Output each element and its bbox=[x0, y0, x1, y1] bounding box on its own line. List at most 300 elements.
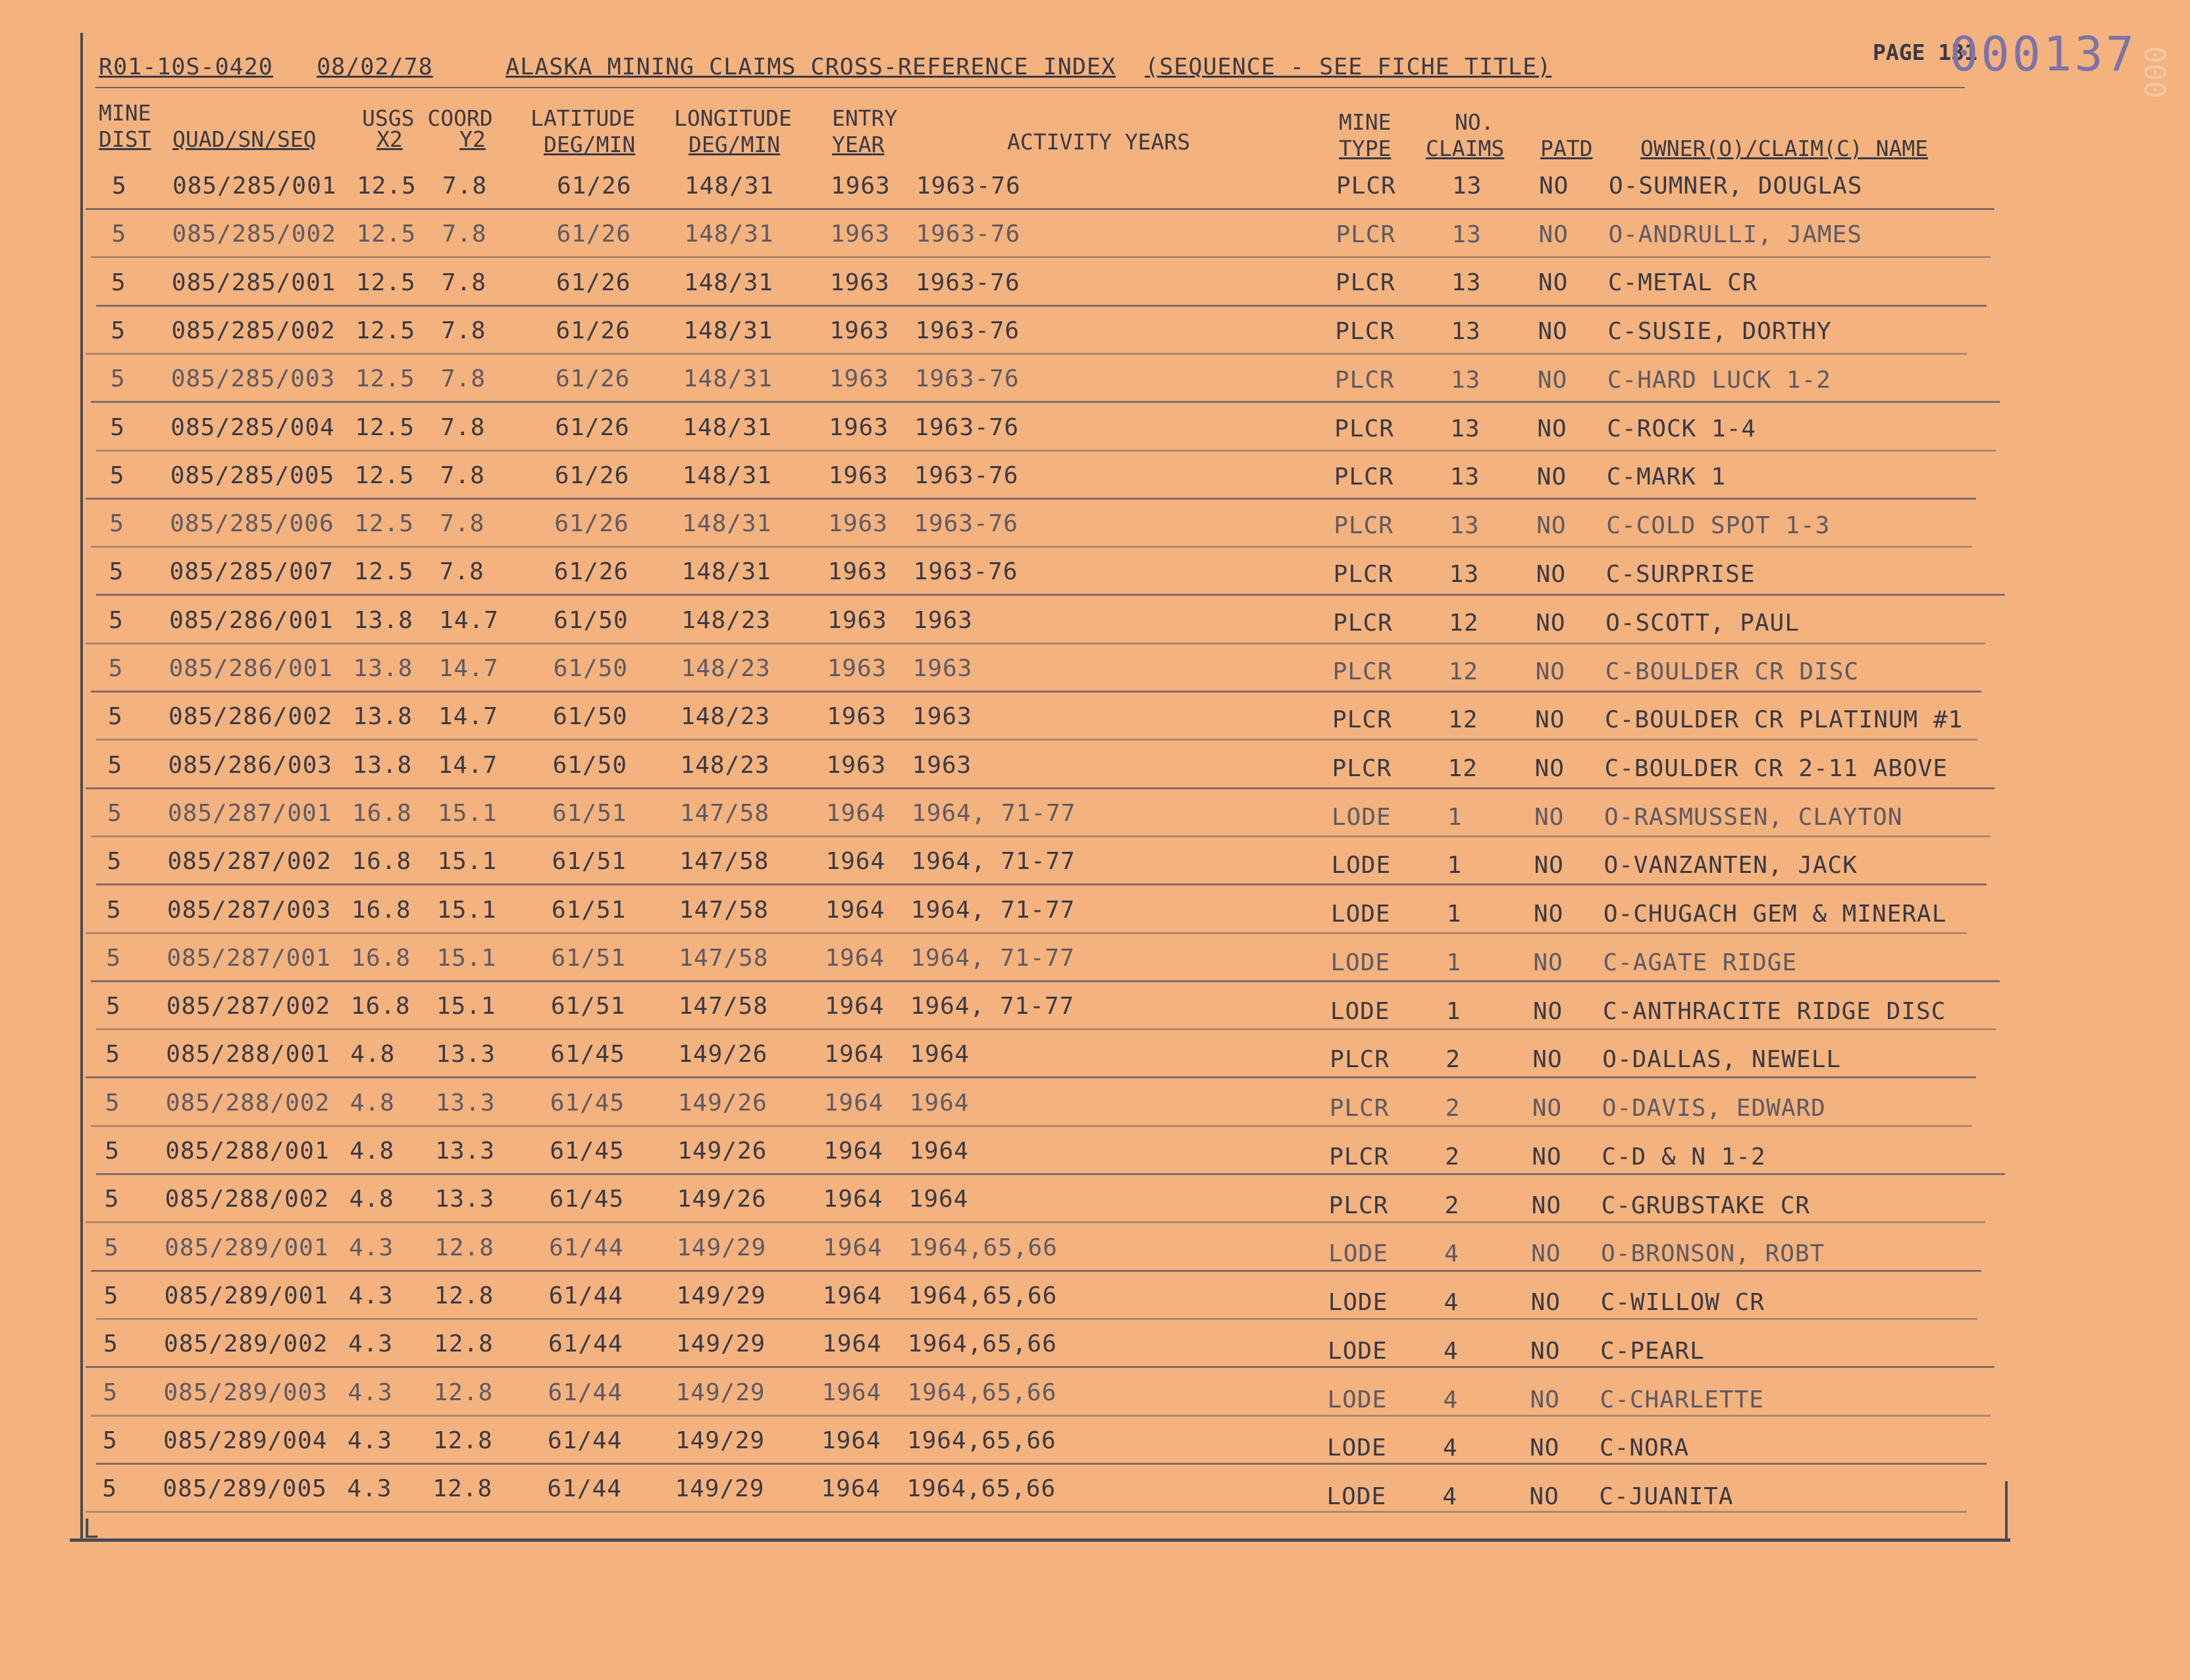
claims-count-cell: 13 bbox=[1449, 512, 1480, 540]
table-row bbox=[0, 1082, 2183, 1128]
claims-count-cell: 13 bbox=[1449, 560, 1480, 588]
y2-cell: 7.8 bbox=[440, 510, 485, 538]
quad-sn-seq-cell: 085/286/002 bbox=[169, 703, 333, 731]
report-header bbox=[99, 54, 1551, 80]
patented-cell: NO bbox=[1529, 1434, 1560, 1462]
mine-dist-cell: 5 bbox=[106, 944, 122, 972]
latitude-cell: 61/51 bbox=[552, 848, 627, 876]
quad-sn-seq-cell: 085/286/001 bbox=[169, 606, 334, 634]
header-rule bbox=[95, 87, 1965, 88]
mine-type-cell: LODE bbox=[1326, 1483, 1387, 1511]
longitude-cell: 148/31 bbox=[683, 317, 773, 344]
entry-year-cell: 1964 bbox=[822, 1330, 882, 1358]
y2-cell: 13.3 bbox=[435, 1089, 496, 1116]
activity-years-cell: 1964, 71-77 bbox=[910, 896, 1076, 924]
mine-dist-cell: 5 bbox=[106, 896, 122, 924]
mine-dist-cell: 5 bbox=[103, 1378, 118, 1406]
row-rule bbox=[96, 739, 1977, 741]
longitude-cell: 149/26 bbox=[677, 1186, 767, 1213]
owner-claim-name-cell: C-HARD LUCK 1-2 bbox=[1607, 366, 1831, 394]
row-rule bbox=[91, 256, 1991, 258]
quad-sn-seq-cell: 085/288/001 bbox=[165, 1138, 330, 1165]
x2-cell: 4.3 bbox=[349, 1234, 394, 1261]
owner-claim-name-cell: C-BOULDER CR 2-11 ABOVE bbox=[1604, 754, 1948, 782]
latitude-cell: 61/26 bbox=[554, 461, 630, 489]
quad-sn-seq-cell: 085/285/003 bbox=[170, 365, 336, 393]
entry-year-cell: 1964 bbox=[823, 1186, 883, 1213]
x2-cell: 12.5 bbox=[355, 365, 415, 393]
entry-year-cell: 1963 bbox=[828, 510, 888, 538]
quad-sn-seq-cell: 085/288/002 bbox=[165, 1186, 330, 1213]
x2-cell: 13.8 bbox=[352, 751, 413, 779]
mine-type-cell: PLCR bbox=[1335, 318, 1395, 346]
patented-cell: NO bbox=[1531, 1192, 1562, 1219]
y2-cell: 13.3 bbox=[435, 1138, 495, 1165]
x2-cell: 16.8 bbox=[351, 896, 411, 924]
x2-cell: 13.8 bbox=[353, 655, 413, 682]
x2-cell: 16.8 bbox=[350, 993, 411, 1020]
activity-years-cell: 1964 bbox=[909, 1089, 970, 1116]
y2-cell: 15.1 bbox=[436, 993, 496, 1020]
patented-cell: NO bbox=[1534, 754, 1565, 782]
mine-dist-cell: 5 bbox=[110, 413, 125, 441]
row-rule bbox=[96, 1028, 1996, 1030]
mine-type-cell: PLCR bbox=[1332, 754, 1392, 782]
mine-dist-cell: 5 bbox=[109, 461, 125, 489]
mine-type-cell: PLCR bbox=[1333, 609, 1393, 637]
activity-years-cell: 1964,65,66 bbox=[908, 1234, 1058, 1261]
latitude-cell: 61/45 bbox=[550, 1089, 625, 1116]
latitude-cell: 61/51 bbox=[551, 896, 627, 924]
entry-year-cell: 1964 bbox=[825, 896, 885, 924]
table-row bbox=[0, 647, 2187, 693]
table-row bbox=[0, 213, 2189, 259]
mine-dist-cell: 5 bbox=[104, 1186, 120, 1213]
x2-cell: 13.8 bbox=[353, 703, 413, 731]
activity-years-cell: 1964 bbox=[909, 1138, 969, 1165]
mine-dist-cell: 5 bbox=[103, 1330, 118, 1358]
row-rule bbox=[86, 1076, 1976, 1078]
x2-cell: 4.3 bbox=[348, 1330, 394, 1358]
claims-count-cell: 1 bbox=[1447, 803, 1463, 831]
row-rule bbox=[86, 932, 1967, 934]
latitude-cell: 61/50 bbox=[553, 703, 628, 731]
latitude-cell: 61/44 bbox=[548, 1282, 623, 1309]
mine-type-cell: LODE bbox=[1327, 1386, 1388, 1413]
patented-cell: NO bbox=[1536, 512, 1567, 540]
row-rule bbox=[86, 1366, 1994, 1368]
longitude-cell: 148/31 bbox=[684, 221, 774, 248]
col-header-longitude: LONGITUDE DEG/MIN bbox=[674, 105, 792, 157]
owner-claim-name-cell: O-RASMUSSEN, CLAYTON bbox=[1603, 803, 1903, 831]
activity-years-cell: 1964,65,66 bbox=[908, 1282, 1058, 1309]
quad-sn-seq-cell: 085/285/006 bbox=[170, 510, 334, 538]
activity-years-cell: 1964 bbox=[910, 1041, 970, 1068]
table-row bbox=[0, 357, 2189, 404]
row-rule bbox=[96, 883, 1987, 885]
patented-cell: NO bbox=[1535, 658, 1565, 685]
quad-sn-seq-cell: 085/288/001 bbox=[166, 1041, 330, 1068]
longitude-cell: 148/23 bbox=[680, 751, 770, 779]
table-row bbox=[0, 1130, 2183, 1176]
row-rule bbox=[86, 353, 1967, 355]
claims-count-cell: 2 bbox=[1445, 1095, 1461, 1122]
owner-claim-name-cell: C-ANTHRACITE RIDGE DISC bbox=[1602, 997, 1946, 1025]
latitude-cell: 61/51 bbox=[552, 799, 627, 827]
claims-count-cell: 1 bbox=[1446, 949, 1462, 976]
quad-sn-seq-cell: 085/287/002 bbox=[167, 848, 332, 876]
entry-year-cell: 1963 bbox=[827, 606, 887, 634]
col-header-claims: NO. CLAIMS bbox=[1426, 109, 1505, 161]
mine-dist-cell: 5 bbox=[111, 269, 126, 296]
entry-year-cell: 1964 bbox=[821, 1378, 882, 1406]
col-header-activity: ACTIVITY YEARS bbox=[1007, 129, 1191, 155]
patented-cell: NO bbox=[1538, 221, 1569, 248]
claims-count-cell: 12 bbox=[1448, 706, 1478, 734]
frame-stamp: 000137 bbox=[1950, 26, 2137, 82]
row-rule bbox=[91, 401, 2000, 403]
y2-cell: 15.1 bbox=[437, 799, 498, 827]
activity-years-cell: 1963-76 bbox=[914, 461, 1019, 489]
quad-sn-seq-cell: 085/288/002 bbox=[165, 1089, 330, 1116]
report-title: ALASKA MINING CLAIMS CROSS-REFERENCE INDEX bbox=[506, 54, 1116, 80]
patented-cell: NO bbox=[1538, 269, 1569, 297]
table-row bbox=[0, 1033, 2183, 1079]
mine-type-cell: PLCR bbox=[1334, 415, 1395, 442]
activity-years-cell: 1963-76 bbox=[914, 365, 1020, 393]
owner-claim-name-cell: C-GRUBSTAKE CR bbox=[1601, 1192, 1811, 1219]
activity-years-cell: 1963-76 bbox=[915, 317, 1020, 344]
owner-claim-name-cell: C-MARK 1 bbox=[1606, 463, 1727, 491]
owner-claim-name-cell: C-BOULDER CR DISC bbox=[1605, 658, 1860, 685]
longitude-cell: 147/58 bbox=[679, 944, 769, 972]
mine-dist-cell: 5 bbox=[103, 1282, 119, 1309]
patented-cell: NO bbox=[1529, 1483, 1559, 1511]
row-rule bbox=[91, 546, 1972, 548]
table-row bbox=[0, 261, 2189, 307]
row-rule bbox=[96, 1318, 1977, 1320]
claims-count-cell: 12 bbox=[1448, 658, 1478, 685]
table-row bbox=[0, 309, 2189, 355]
entry-year-cell: 1964 bbox=[822, 1282, 883, 1309]
entry-year-cell: 1964 bbox=[825, 799, 886, 827]
mine-type-cell: LODE bbox=[1330, 997, 1390, 1025]
owner-claim-name-cell: O-DALLAS, NEWELL bbox=[1602, 1046, 1842, 1074]
owner-claim-name-cell: C-BOULDER CR PLATINUM #1 bbox=[1605, 706, 1964, 734]
longitude-cell: 149/26 bbox=[677, 1138, 768, 1165]
report-subtitle: (SEQUENCE - SEE FICHE TITLE) bbox=[1145, 54, 1552, 80]
row-rule bbox=[86, 1511, 1967, 1513]
entry-year-cell: 1964 bbox=[821, 1475, 881, 1503]
col-header-entry: ENTRY YEAR bbox=[832, 105, 898, 157]
owner-claim-name-cell: C-ROCK 1-4 bbox=[1607, 415, 1757, 442]
longitude-cell: 147/58 bbox=[679, 896, 769, 924]
mine-type-cell: LODE bbox=[1328, 1337, 1388, 1365]
activity-years-cell: 1963-76 bbox=[916, 221, 1021, 248]
quad-sn-seq-cell: 085/287/001 bbox=[167, 944, 331, 972]
frame-border-bottom bbox=[70, 1538, 2010, 1542]
claims-count-cell: 1 bbox=[1446, 901, 1462, 928]
row-rule bbox=[96, 450, 1996, 452]
row-rule bbox=[96, 1173, 2005, 1175]
mine-dist-cell: 5 bbox=[111, 221, 127, 248]
x2-cell: 4.3 bbox=[347, 1427, 392, 1454]
claims-count-cell: 4 bbox=[1442, 1483, 1458, 1511]
y2-cell: 14.7 bbox=[438, 703, 498, 731]
entry-year-cell: 1964 bbox=[824, 1041, 884, 1068]
owner-claim-name-cell: C-COLD SPOT 1-3 bbox=[1606, 512, 1831, 540]
owner-claim-name-cell: O-ANDRULLI, JAMES bbox=[1608, 221, 1862, 248]
row-rule bbox=[91, 691, 1981, 693]
claims-count-cell: 13 bbox=[1452, 172, 1482, 199]
latitude-cell: 61/45 bbox=[550, 1041, 625, 1068]
activity-years-cell: 1964, 71-77 bbox=[910, 944, 1075, 972]
row-rule bbox=[96, 1463, 1987, 1465]
row-rule bbox=[91, 1415, 1991, 1417]
patented-cell: NO bbox=[1536, 609, 1566, 637]
patented-cell: NO bbox=[1531, 1240, 1561, 1268]
entry-year-cell: 1963 bbox=[830, 221, 891, 248]
quad-sn-seq-cell: 085/287/002 bbox=[166, 993, 331, 1020]
latitude-cell: 61/45 bbox=[550, 1138, 625, 1165]
patented-cell: NO bbox=[1537, 366, 1568, 394]
table-row bbox=[0, 695, 2186, 741]
quad-sn-seq-cell: 085/289/002 bbox=[164, 1330, 328, 1358]
x2-cell: 4.3 bbox=[348, 1378, 393, 1406]
x2-cell: 13.8 bbox=[353, 606, 413, 634]
longitude-cell: 149/29 bbox=[676, 1282, 766, 1309]
x2-cell: 12.5 bbox=[357, 172, 417, 199]
mine-dist-cell: 5 bbox=[104, 1234, 119, 1261]
table-row bbox=[0, 1419, 2181, 1465]
table-row bbox=[0, 1178, 2183, 1224]
claims-count-cell: 13 bbox=[1450, 366, 1481, 394]
owner-claim-name-cell: O-DAVIS, EDWARD bbox=[1602, 1095, 1826, 1122]
latitude-cell: 61/51 bbox=[550, 993, 626, 1020]
activity-years-cell: 1963-76 bbox=[914, 413, 1020, 441]
claims-count-cell: 13 bbox=[1451, 221, 1482, 248]
entry-year-cell: 1963 bbox=[826, 751, 887, 779]
activity-years-cell: 1964, 71-77 bbox=[911, 799, 1076, 827]
longitude-cell: 147/58 bbox=[679, 799, 770, 827]
owner-claim-name-cell: C-JUANITA bbox=[1599, 1483, 1734, 1511]
quad-sn-seq-cell: 085/287/003 bbox=[167, 896, 332, 924]
y2-cell: 12.8 bbox=[433, 1378, 494, 1406]
latitude-cell: 61/44 bbox=[547, 1475, 622, 1503]
col-header-x2: X2 bbox=[377, 126, 403, 152]
table-row bbox=[0, 1371, 2181, 1417]
claims-count-cell: 1 bbox=[1446, 997, 1461, 1025]
entry-year-cell: 1963 bbox=[827, 703, 887, 731]
activity-years-cell: 1964, 71-77 bbox=[910, 993, 1075, 1020]
latitude-cell: 61/44 bbox=[549, 1234, 624, 1261]
y2-cell: 15.1 bbox=[436, 944, 497, 972]
mine-type-cell: LODE bbox=[1331, 852, 1392, 879]
mine-type-cell: PLCR bbox=[1330, 1046, 1390, 1074]
mine-dist-cell: 5 bbox=[105, 1138, 120, 1165]
activity-years-cell: 1964,65,66 bbox=[906, 1475, 1056, 1503]
latitude-cell: 61/26 bbox=[554, 558, 629, 586]
claims-count-cell: 2 bbox=[1445, 1143, 1460, 1170]
mine-type-cell: LODE bbox=[1331, 803, 1392, 831]
row-rule bbox=[86, 1221, 1985, 1223]
mine-type-cell: PLCR bbox=[1334, 512, 1394, 540]
y2-cell: 12.8 bbox=[432, 1475, 493, 1503]
latitude-cell: 61/26 bbox=[557, 172, 632, 199]
longitude-cell: 149/26 bbox=[678, 1041, 768, 1068]
entry-year-cell: 1963 bbox=[827, 558, 888, 586]
y2-cell: 12.8 bbox=[434, 1234, 494, 1261]
latitude-cell: 61/44 bbox=[547, 1427, 623, 1454]
owner-claim-name-cell: C-CHARLETTE bbox=[1600, 1386, 1764, 1413]
mine-dist-cell: 5 bbox=[102, 1427, 118, 1454]
patented-cell: NO bbox=[1532, 1046, 1563, 1074]
activity-years-cell: 1963 bbox=[912, 751, 972, 779]
latitude-cell: 61/26 bbox=[556, 317, 631, 344]
mine-type-cell: PLCR bbox=[1332, 658, 1393, 685]
patented-cell: NO bbox=[1534, 852, 1564, 879]
patented-cell: NO bbox=[1530, 1289, 1561, 1317]
claims-count-cell: 4 bbox=[1444, 1337, 1459, 1365]
patented-cell: NO bbox=[1535, 706, 1565, 734]
row-rule bbox=[91, 1125, 1972, 1127]
y2-cell: 13.3 bbox=[436, 1041, 496, 1068]
col-header-quad: QUAD/SN/SEQ bbox=[172, 126, 317, 152]
claims-count-cell: 12 bbox=[1449, 609, 1479, 637]
patented-cell: NO bbox=[1532, 997, 1563, 1025]
activity-years-cell: 1964, 71-77 bbox=[911, 848, 1076, 876]
mine-type-cell: PLCR bbox=[1335, 269, 1395, 297]
x2-cell: 4.3 bbox=[347, 1475, 392, 1503]
table-row bbox=[0, 502, 2187, 548]
table-row bbox=[0, 889, 2185, 935]
owner-claim-name-cell: O-SCOTT, PAUL bbox=[1605, 609, 1800, 637]
claims-count-cell: 1 bbox=[1447, 852, 1463, 879]
activity-years-cell: 1964,65,66 bbox=[906, 1427, 1056, 1454]
quad-sn-seq-cell: 085/285/007 bbox=[169, 558, 334, 586]
entry-year-cell: 1964 bbox=[823, 1234, 883, 1261]
table-row bbox=[0, 1323, 2181, 1369]
latitude-cell: 61/26 bbox=[556, 269, 631, 296]
report-id: R01-10S-0420 bbox=[99, 54, 273, 80]
y2-cell: 14.7 bbox=[439, 606, 499, 634]
row-rule bbox=[86, 787, 1994, 789]
mine-type-cell: PLCR bbox=[1332, 706, 1392, 734]
quad-sn-seq-cell: 085/285/002 bbox=[171, 317, 336, 344]
report-date: 08/02/78 bbox=[317, 54, 433, 80]
quad-sn-seq-cell: 085/286/001 bbox=[169, 655, 334, 682]
patented-cell: NO bbox=[1530, 1386, 1560, 1413]
y2-cell: 14.7 bbox=[438, 655, 499, 682]
latitude-cell: 61/44 bbox=[548, 1378, 623, 1406]
patented-cell: NO bbox=[1534, 803, 1565, 831]
mine-dist-cell: 5 bbox=[105, 1089, 120, 1116]
patented-cell: NO bbox=[1537, 415, 1567, 442]
y2-cell: 12.8 bbox=[434, 1330, 494, 1358]
y2-cell: 7.8 bbox=[440, 413, 486, 441]
page-label: PAGE 131 bbox=[1873, 39, 1977, 65]
latitude-cell: 61/26 bbox=[555, 365, 631, 393]
activity-years-cell: 1963-76 bbox=[913, 558, 1018, 586]
quad-sn-seq-cell: 085/285/002 bbox=[172, 221, 336, 248]
patented-cell: NO bbox=[1539, 172, 1569, 199]
entry-year-cell: 1963 bbox=[831, 172, 891, 199]
mine-type-cell: LODE bbox=[1326, 1434, 1387, 1462]
entry-year-cell: 1963 bbox=[827, 655, 887, 682]
latitude-cell: 61/44 bbox=[548, 1330, 623, 1358]
entry-year-cell: 1964 bbox=[823, 1138, 883, 1165]
latitude-cell: 61/26 bbox=[554, 510, 629, 538]
longitude-cell: 149/29 bbox=[676, 1330, 766, 1358]
longitude-cell: 148/23 bbox=[681, 703, 771, 731]
entry-year-cell: 1964 bbox=[825, 944, 885, 972]
entry-year-cell: 1963 bbox=[829, 365, 889, 393]
owner-claim-name-cell: O-BRONSON, ROBT bbox=[1601, 1240, 1825, 1268]
longitude-cell: 149/26 bbox=[677, 1089, 768, 1116]
x2-cell: 16.8 bbox=[351, 944, 411, 972]
table-row bbox=[0, 840, 2185, 886]
x2-cell: 12.5 bbox=[356, 221, 417, 248]
mine-dist-cell: 5 bbox=[108, 703, 123, 731]
patented-cell: NO bbox=[1532, 1143, 1562, 1170]
longitude-cell: 148/23 bbox=[681, 606, 771, 634]
claims-count-cell: 13 bbox=[1450, 415, 1480, 442]
longitude-cell: 148/31 bbox=[683, 365, 773, 393]
mine-type-cell: PLCR bbox=[1329, 1143, 1389, 1170]
quad-sn-seq-cell: 085/289/003 bbox=[163, 1378, 328, 1406]
col-header-patd: PATD bbox=[1540, 136, 1593, 161]
x2-cell: 4.8 bbox=[350, 1041, 396, 1068]
y2-cell: 15.1 bbox=[436, 896, 497, 924]
y2-cell: 7.8 bbox=[440, 365, 486, 393]
activity-years-cell: 1964 bbox=[908, 1186, 969, 1213]
corner-mark: L bbox=[83, 1514, 99, 1544]
entry-year-cell: 1963 bbox=[829, 317, 890, 344]
y2-cell: 13.3 bbox=[434, 1186, 495, 1213]
mine-type-cell: PLCR bbox=[1336, 172, 1396, 199]
table-row bbox=[0, 454, 2188, 500]
mine-dist-cell: 5 bbox=[110, 365, 126, 393]
activity-years-cell: 1963 bbox=[912, 703, 972, 731]
claims-count-cell: 2 bbox=[1444, 1192, 1460, 1219]
entry-year-cell: 1963 bbox=[829, 413, 889, 441]
mine-type-cell: LODE bbox=[1330, 949, 1391, 976]
x2-cell: 12.5 bbox=[355, 413, 415, 441]
longitude-cell: 147/58 bbox=[679, 848, 769, 876]
mine-type-cell: PLCR bbox=[1328, 1192, 1389, 1219]
owner-claim-name-cell: C-WILLOW CR bbox=[1600, 1289, 1765, 1317]
patented-cell: NO bbox=[1536, 463, 1567, 491]
table-row bbox=[0, 406, 2188, 452]
patented-cell: NO bbox=[1533, 949, 1563, 976]
table-row bbox=[0, 1467, 2180, 1513]
claims-count-cell: 4 bbox=[1444, 1289, 1459, 1317]
x2-cell: 4.8 bbox=[350, 1089, 395, 1116]
owner-claim-name-cell: O-VANZANTEN, JACK bbox=[1603, 852, 1858, 879]
activity-years-cell: 1963-76 bbox=[915, 269, 1020, 296]
longitude-cell: 149/29 bbox=[675, 1427, 766, 1454]
table-row bbox=[0, 985, 2184, 1031]
mine-type-cell: PLCR bbox=[1334, 366, 1395, 394]
quad-sn-seq-cell: 085/286/003 bbox=[168, 751, 332, 779]
y2-cell: 7.8 bbox=[442, 172, 488, 199]
x2-cell: 4.3 bbox=[348, 1282, 394, 1309]
entry-year-cell: 1964 bbox=[823, 1089, 884, 1116]
row-rule bbox=[91, 1270, 1981, 1272]
x2-cell: 12.5 bbox=[353, 558, 414, 586]
mine-type-cell: PLCR bbox=[1334, 463, 1394, 491]
longitude-cell: 148/31 bbox=[683, 413, 773, 441]
